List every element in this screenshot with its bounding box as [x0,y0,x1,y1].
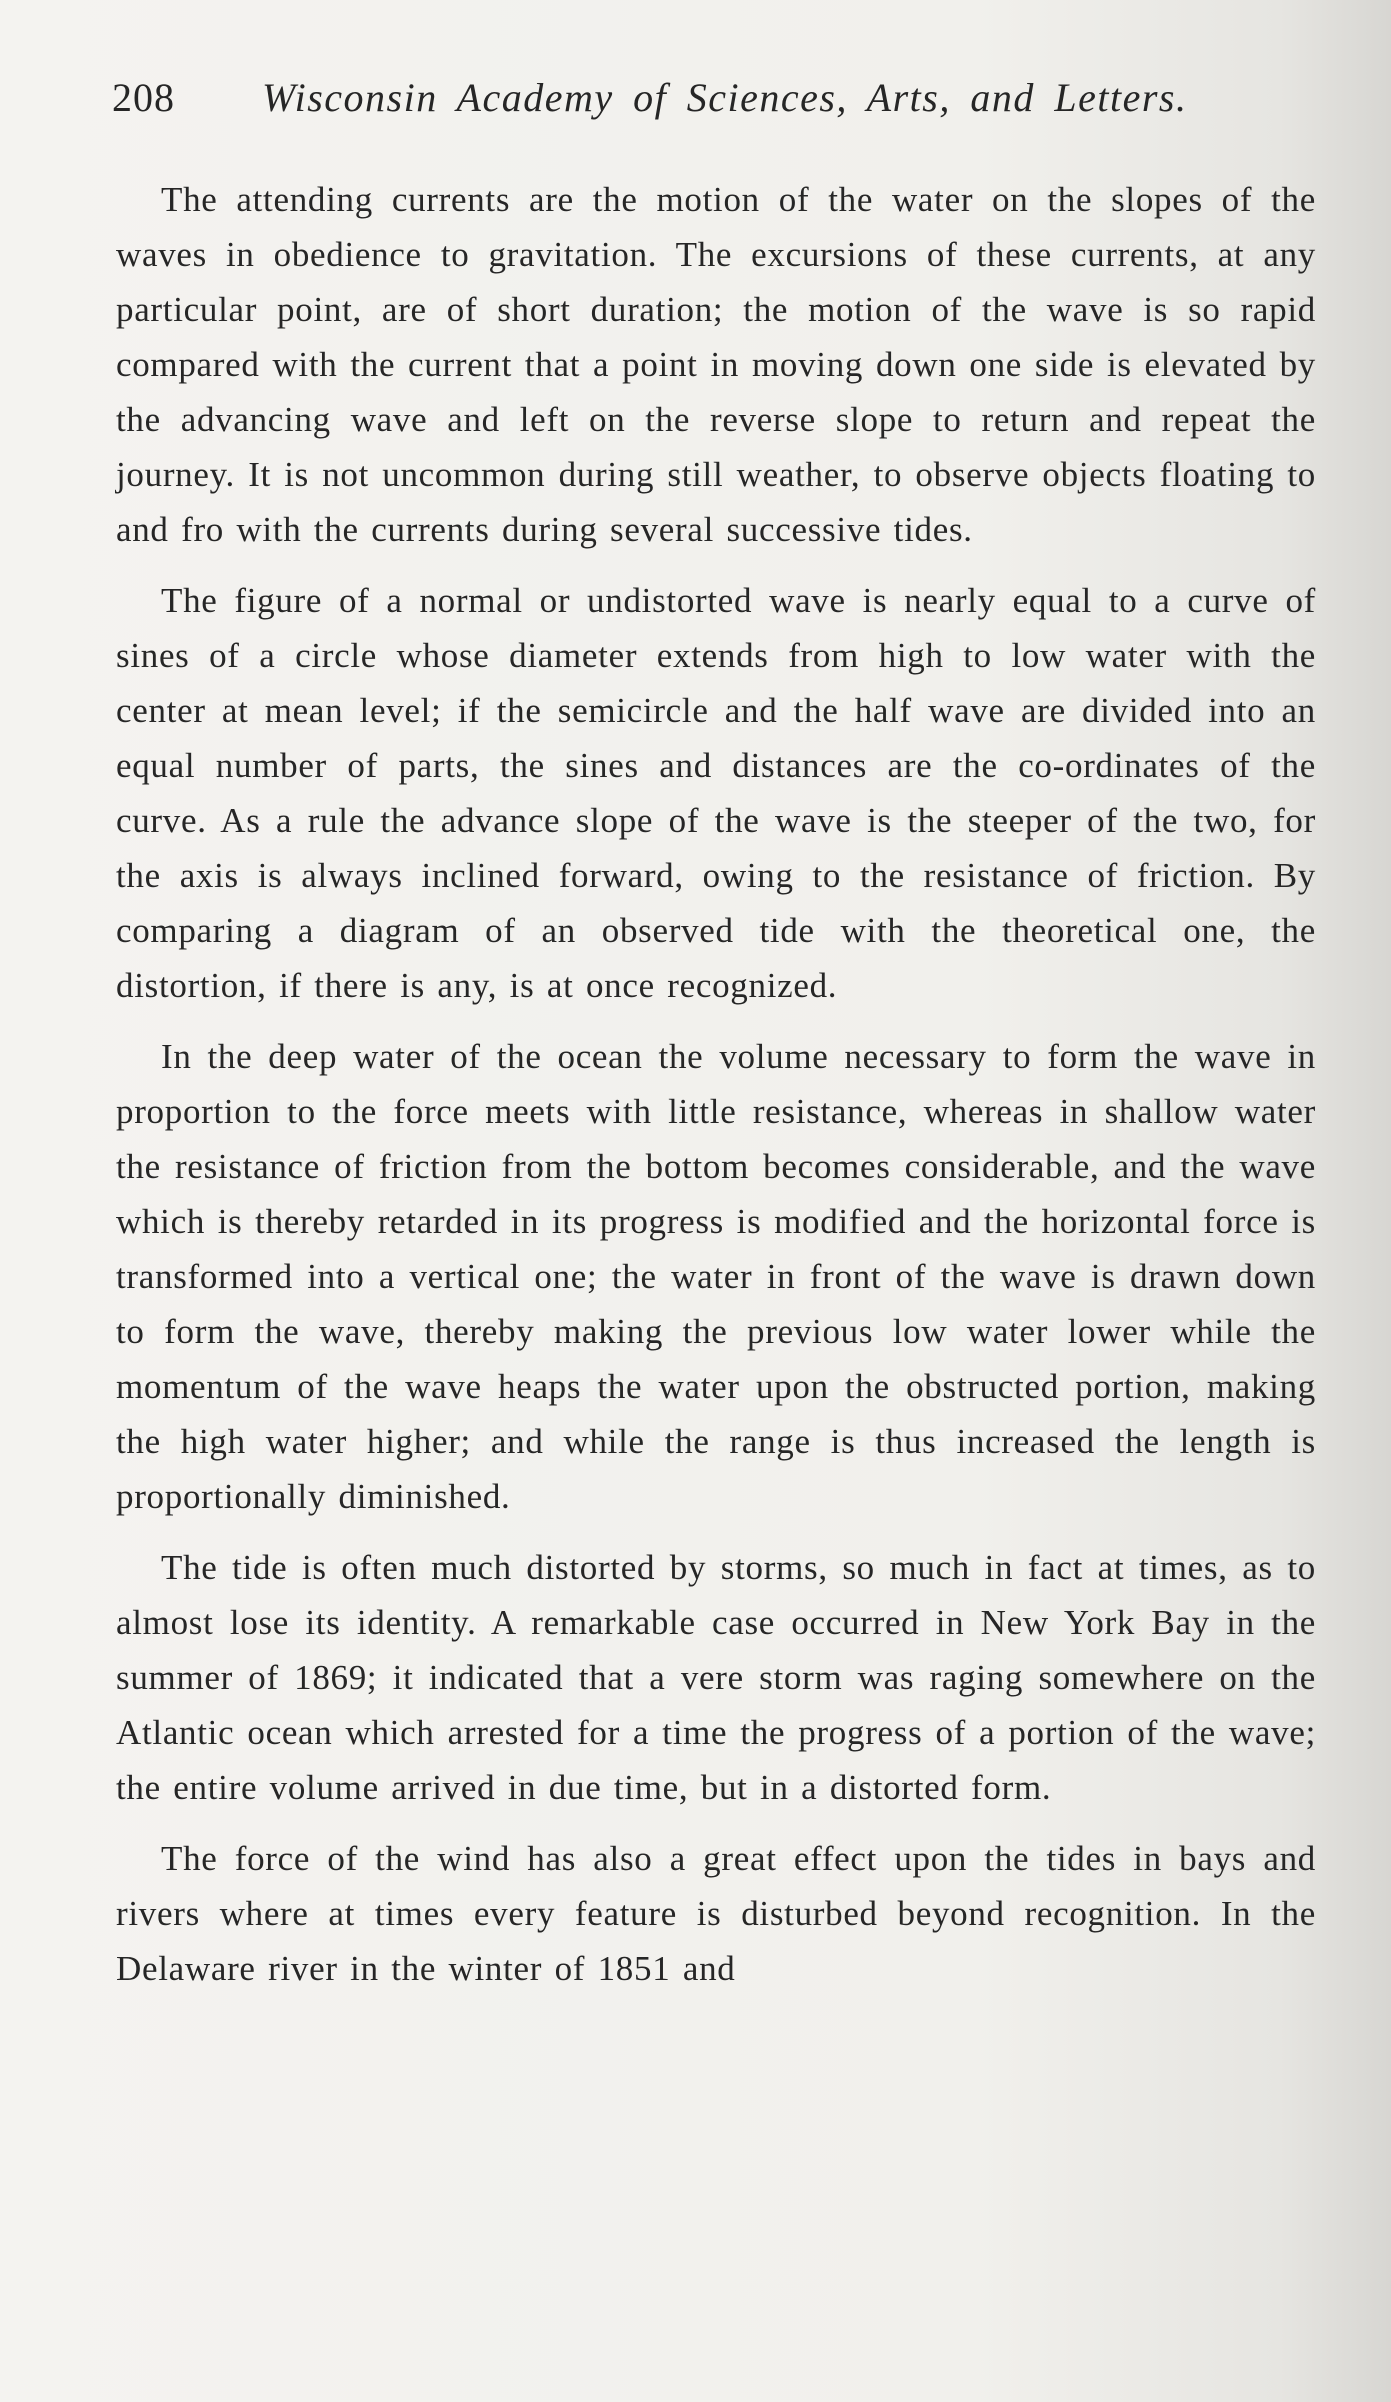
page-number: 208 [112,75,175,120]
paragraph-storms: The tide is often much distorted by storms, so much in fact at times, as to almost lose its identity. A remarkable case occurred in New York Bay in the summer of 1869; it indicated that a vere storm was raging somewhere on the Atlantic ocean which arrested for a time the progress of a portion of the wave; the entire volume arrived in due time, but in a distorted form. [116,1548,1316,1807]
paragraph-currents: The attending currents are the motion of the water on the slopes of the waves in obedience to gravitation. The excursions of these currents, at any particular point, are of short duration; the motion of the wave is so rapid compared with the current that a point in moving down one side is elevated by the advancing wave and left on the reverse slope to return and repeat the journey. It is not uncommon during still weather, to observe objects floating to and fro with the currents during several successive tides. [116,180,1316,549]
running-head: Wisconsin Academy of Sciences, Arts, and Letters. [262,75,1188,120]
body-text [116,172,1316,2012]
paragraph-wave-figure: The figure of a normal or undistorted wave is nearly equal to a curve of sines of a circle whose diameter extends from high to low water with the center at mean level; if the semicircle and the half wave are divided into an equal number of parts, the sines and distances are the co-ordinates of the curve. As a rule the advance slope of the wave is the steeper of the two, for the axis is always inclined forward, owing to the resistance of friction. By comparing a diagram of an observed tide with the theoretical one, the distortion, if there is any, is at once recognized. [116,581,1316,1005]
page-header [112,68,1302,128]
paragraph-deep-water: In the deep water of the ocean the volume necessary to form the wave in proportion to the force meets with little resistance, whereas in shallow water the resistance of friction from the bottom becomes considerable, and the wave which is thereby retarded in its progress is modified and the horizontal force is transformed into a vertical one; the water in front of the wave is drawn down to form the wave, thereby making the previous low water lower while the momentum of the wave heaps the water upon the obstructed portion, making the high water higher; and while the range is thus increased the length is proportionally diminished. [116,1037,1316,1516]
paragraph-wind-force: The force of the wind has also a great effect upon the tides in bays and rivers where at times every feature is disturbed beyond recognition. In the Delaware river in the winter of 1851 and [116,1839,1316,1988]
